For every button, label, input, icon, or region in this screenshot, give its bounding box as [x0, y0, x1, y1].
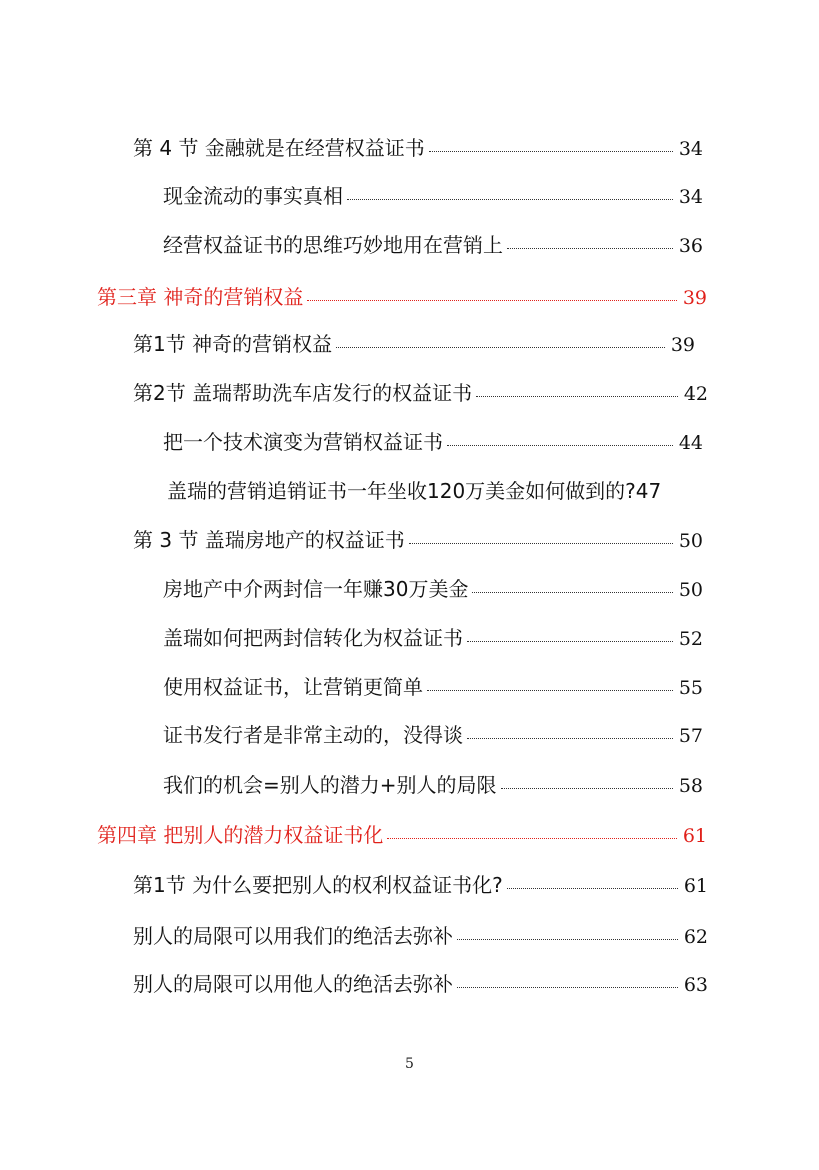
toc-entry-section[interactable] [133, 377, 708, 407]
dot-leader [447, 445, 673, 446]
dot-leader [476, 396, 678, 397]
toc-entry-title: 第2节 盖瑞帮助洗车店发行的权益证书 [133, 381, 473, 405]
toc-entry-section[interactable] [133, 524, 703, 554]
page-number: 5 [405, 1056, 414, 1072]
toc-entry-title: 证书发行者是非常主动的，没得谈 [163, 723, 463, 747]
toc-entry-page: 52 [678, 628, 703, 650]
toc-entry-title: 使用权益证书，让营销更简单 [163, 675, 423, 699]
dot-leader [472, 592, 672, 593]
toc-entry-chapter[interactable] [97, 281, 707, 311]
toc-entry-title: 第1节 为什么要把别人的权利权益证书化? [133, 873, 503, 897]
toc-entry-section[interactable] [133, 132, 703, 162]
toc-entry-title: 我们的机会=别人的潜力+别人的局限 [163, 773, 497, 797]
toc-entry-page: 34 [678, 186, 703, 208]
toc-entry-page: 61 [682, 825, 707, 847]
toc-entry-page: 58 [678, 775, 703, 797]
toc-entry-page: 36 [678, 235, 703, 257]
toc-entry-title: 别人的局限可以用我们的绝活去弥补 [133, 924, 453, 948]
toc-entry-title: 第 3 节 盖瑞房地产的权益证书 [133, 528, 405, 552]
toc-entry-subsection[interactable] [133, 920, 708, 950]
toc-entry-page: 39 [670, 334, 695, 356]
toc-entry-page: 50 [678, 579, 703, 601]
toc-entry-title: 房地产中介两封信一年赚30万美金 [163, 577, 469, 601]
toc-entry-subsection[interactable] [167, 475, 727, 505]
toc-entry-page: 61 [683, 875, 708, 897]
dot-leader [429, 151, 673, 152]
toc-entry-title: 经营权益证书的思维巧妙地用在营销上 [163, 233, 503, 257]
dot-leader [457, 939, 678, 940]
toc-entry-subsection[interactable] [163, 573, 703, 603]
dot-leader [427, 690, 673, 691]
toc-entry-title: 第四章 把别人的潜力权益证书化 [97, 823, 384, 847]
toc-entry-subsection[interactable] [163, 426, 703, 456]
toc-entry-page: 57 [678, 725, 703, 747]
toc-entry-subsection[interactable] [163, 229, 703, 259]
toc-entry-page: 39 [682, 287, 707, 309]
dot-leader [307, 300, 676, 301]
toc-entry-page: 63 [683, 974, 708, 996]
toc-entry-page: 62 [683, 926, 708, 948]
toc-entry-page: 50 [678, 530, 703, 552]
dot-leader [347, 199, 673, 200]
dot-leader [336, 347, 665, 348]
dot-leader [507, 248, 673, 249]
toc-entry-title: 盖瑞如何把两封信转化为权益证书 [163, 626, 463, 650]
toc-entry-section[interactable] [133, 328, 695, 358]
dot-leader [467, 738, 673, 739]
toc-entry-title: 盖瑞的营销追销证书一年坐收120万美金如何做到的? [167, 479, 636, 503]
dot-leader [507, 888, 678, 889]
toc-entry-subsection[interactable] [163, 180, 703, 210]
toc-entry-title: 现金流动的事实真相 [163, 184, 343, 208]
toc-entry-subsection[interactable] [163, 671, 703, 701]
toc-entry-title: 第 4 节 金融就是在经营权益证书 [133, 136, 425, 160]
dot-leader [501, 788, 673, 789]
toc-entry-page: 55 [678, 677, 703, 699]
toc-entry-section[interactable] [133, 869, 708, 899]
dot-leader [409, 543, 673, 544]
dot-leader [457, 987, 678, 988]
toc-entry-subsection[interactable] [133, 968, 708, 998]
toc-entry-title: 第三章 神奇的营销权益 [97, 285, 304, 309]
toc-entry-subsection[interactable] [163, 719, 703, 749]
toc-entry-page: 42 [683, 383, 708, 405]
toc-entry-title: 别人的局限可以用他人的绝活去弥补 [133, 972, 453, 996]
toc-entry-title: 把一个技术演变为营销权益证书 [163, 430, 443, 454]
toc-entry-page: 34 [678, 138, 703, 160]
toc-entry-page: 44 [678, 432, 703, 454]
toc-entry-subsection[interactable] [163, 622, 703, 652]
toc-entry-chapter[interactable] [97, 819, 707, 849]
dot-leader [467, 641, 673, 642]
toc-entry-subsection[interactable] [163, 769, 703, 799]
toc-entry-title: 第1节 神奇的营销权益 [133, 332, 333, 356]
toc-entry-page: 47 [635, 479, 662, 503]
dot-leader [387, 838, 676, 839]
